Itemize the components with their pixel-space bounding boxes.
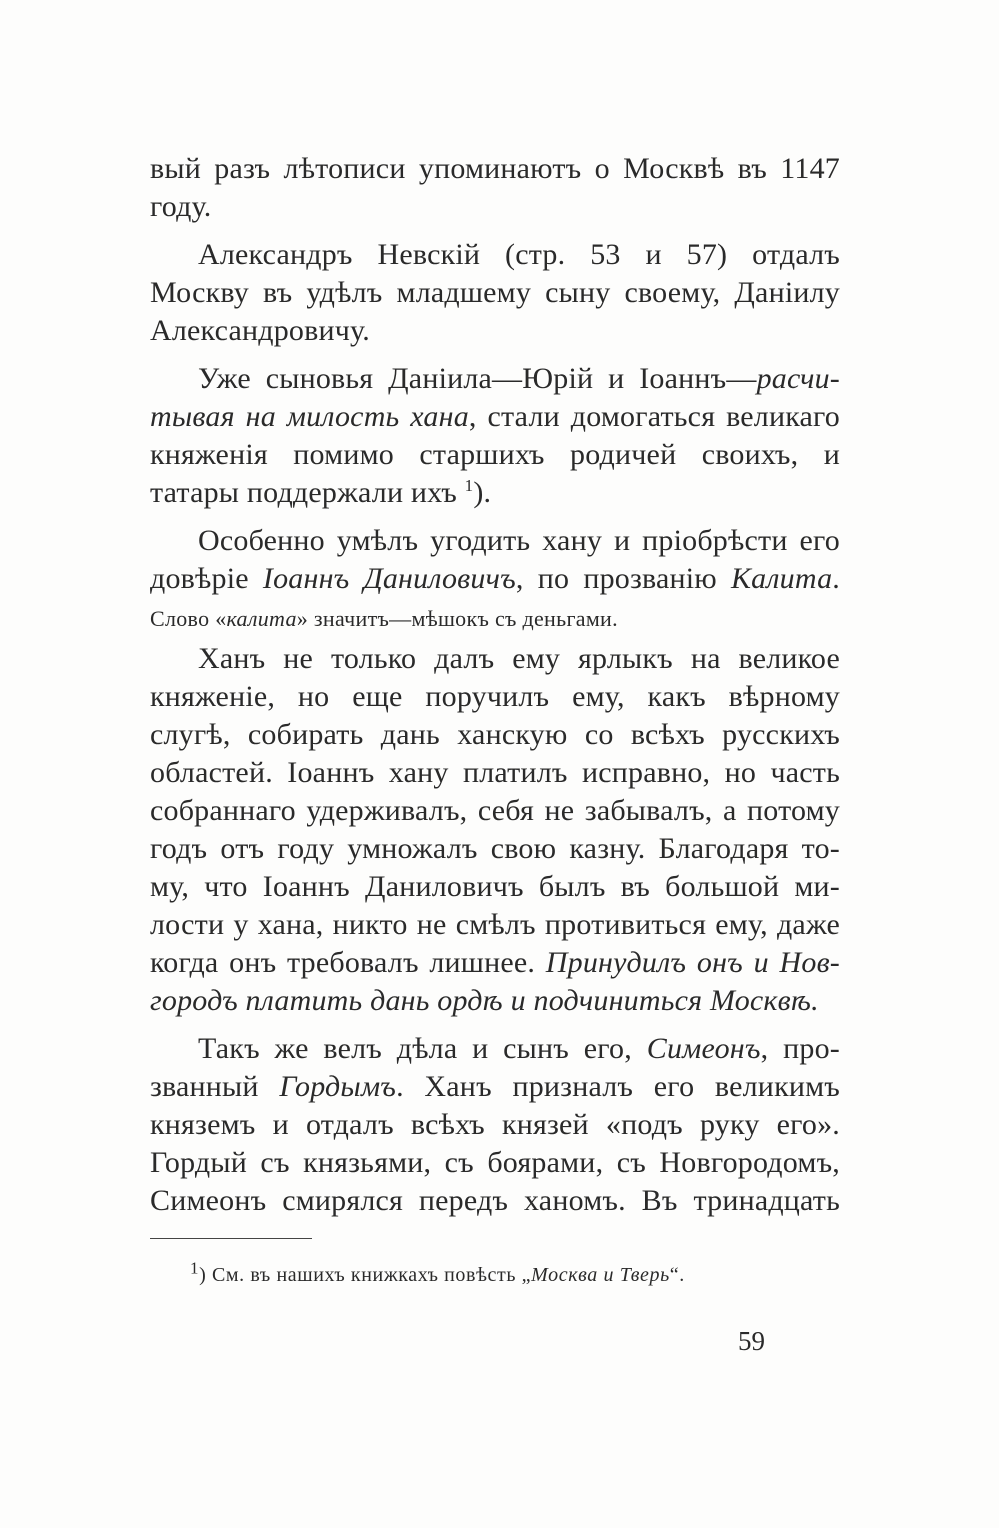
text-line: Москву въ удѣлъ младшему сыну своему, Даніилу bbox=[150, 276, 840, 309]
text-line: княземъ и отдалъ всѣхъ князей «подъ руку его». bbox=[150, 1108, 840, 1141]
footnote: $^1$) См. въ нашихъ книжкахъ повѣсть „Москва и Тверь“. bbox=[190, 1258, 685, 1286]
note-line: Слово «калита» значитъ—мѣшокъ съ деньгами. bbox=[150, 606, 618, 631]
text-line: Александровичу. bbox=[150, 314, 370, 347]
text-line: княженія помимо старшихъ родичей своихъ, и bbox=[150, 438, 840, 471]
text-line: году. bbox=[150, 190, 212, 223]
text-line: татары поддержали ихъ $^1$). bbox=[150, 476, 492, 509]
footnote-divider bbox=[150, 1238, 312, 1239]
text-line: лости у хана, никто не смѣлъ противиться ему, даже bbox=[150, 908, 840, 941]
body-text bbox=[150, 150, 840, 1220]
text-line: Такъ же велъ дѣла и сынъ его, Симеонъ, про- bbox=[198, 1032, 840, 1065]
text-line: Гордый съ князьями, съ боярами, съ Новгородомъ, bbox=[150, 1146, 840, 1179]
footnote-marker: 1 bbox=[464, 476, 474, 495]
text-line: тывая на милость хана, стали домогаться великаго bbox=[150, 400, 840, 433]
text-line: слугѣ, собирать дань ханскую со всѣхъ русскихъ bbox=[150, 718, 840, 751]
text-line: когда онъ требовалъ лишнее. Принудилъ онъ и Нов- bbox=[150, 946, 840, 979]
text-line: вый разъ лѣтописи упоминаютъ о Москвѣ въ 1147 bbox=[150, 152, 840, 185]
text-line: званный Гордымъ. Ханъ призналъ его великимъ bbox=[150, 1070, 840, 1103]
text-line: Уже сыновья Даніила—Юрій и Іоаннъ—расчи- bbox=[198, 362, 840, 395]
text-line: му, что Іоаннъ Даниловичъ былъ въ большой ми- bbox=[150, 870, 840, 903]
text-line: Особенно умѣлъ угодить хану и пріобрѣсти его bbox=[198, 524, 840, 557]
text-line: годъ отъ году умножалъ свою казну. Благодаря то- bbox=[150, 832, 840, 865]
text-line: княженіе, но еще поручилъ ему, какъ вѣрному bbox=[150, 680, 840, 713]
text-line: областей. Іоаннъ хану платилъ исправно, но часть bbox=[150, 756, 840, 789]
text-line: Ханъ не только далъ ему ярлыкъ на великое bbox=[198, 642, 840, 675]
page-number: 59 bbox=[738, 1326, 765, 1356]
text-line: собраннаго удерживалъ, себя не забывалъ, а потому bbox=[150, 794, 840, 827]
text-line: Симеонъ смирялся передъ ханомъ. Въ тринадцать bbox=[150, 1184, 840, 1217]
text-line: Александръ Невскій (стр. 53 и 57) отдалъ bbox=[198, 238, 840, 271]
footnote-marker: 1 bbox=[190, 1258, 200, 1278]
text-line: городъ платить дань ордѣ и подчиниться Москвѣ. bbox=[150, 984, 819, 1017]
text-line: довѣріе Іоаннъ Даниловичъ, по прозванію Калита. bbox=[150, 562, 840, 595]
